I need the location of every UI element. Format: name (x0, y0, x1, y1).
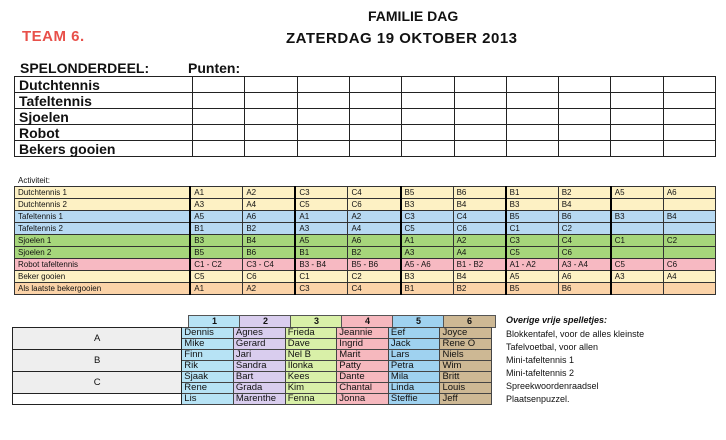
score-cell[interactable] (245, 125, 297, 141)
activity-cell: A4 (243, 199, 296, 211)
activity-row (15, 223, 716, 235)
score-cell[interactable] (454, 109, 506, 125)
participant-name: Rik (182, 361, 234, 372)
other-game-item: Spreekwoordenraadsel (506, 381, 599, 391)
score-cell[interactable] (402, 141, 454, 157)
activity-cell: C4 (348, 283, 401, 295)
participant-name: Rene (182, 383, 234, 394)
score-cell[interactable] (663, 93, 715, 109)
participant-name: Sjaak (182, 372, 234, 383)
activity-cell: A6 (663, 187, 715, 199)
activity-cell: A2 (348, 211, 401, 223)
participant-name: Niels (440, 350, 492, 361)
section-label: SPELONDERDEEL: (20, 60, 150, 76)
activity-cell: C1 - C2 (190, 259, 243, 271)
participant-name: Louis (440, 383, 492, 394)
activity-cell: A1 - A2 (506, 259, 559, 271)
participant-name: Sandra (233, 361, 285, 372)
participant-name: Mike (182, 339, 234, 350)
activity-cell: C5 (190, 271, 243, 283)
activity-cell: A5 - A6 (401, 259, 454, 271)
activity-cell: B2 (348, 247, 401, 259)
activity-row (15, 235, 716, 247)
event-title: FAMILIE DAG (368, 8, 459, 24)
activity-cell: C5 (611, 259, 664, 271)
score-cell[interactable] (559, 93, 611, 109)
team-column-header: 2 (239, 315, 292, 328)
activity-cell: C2 (558, 223, 611, 235)
participant-name: Steffie (388, 394, 440, 405)
activity-name: Tafeltennis 2 (15, 223, 191, 235)
score-cell[interactable] (193, 77, 245, 93)
activity-cell: A4 (453, 247, 506, 259)
team-row (13, 372, 492, 383)
activity-cell: C6 (663, 259, 715, 271)
score-cell[interactable] (663, 77, 715, 93)
score-cell[interactable] (506, 77, 558, 93)
score-row-label: Dutchtennis (15, 77, 193, 93)
other-game-item: Blokkentafel, voor de alles kleinste (506, 329, 645, 339)
activity-cell: C5 (506, 247, 559, 259)
activity-cell: B4 (663, 211, 715, 223)
score-row-label: Robot (15, 125, 193, 141)
activity-cell: C5 (401, 223, 454, 235)
teams-table (12, 327, 492, 405)
team-column-header: 5 (392, 315, 445, 328)
activity-name: Sjoelen 1 (15, 235, 191, 247)
team-row (13, 328, 492, 339)
participant-name: Rene O (440, 339, 492, 350)
activity-row (15, 247, 716, 259)
activity-cell: C6 (453, 223, 506, 235)
score-cell[interactable] (611, 109, 663, 125)
activity-row (15, 283, 716, 295)
other-game-item: Tafelvoetbal, voor allen (506, 342, 599, 352)
activity-cell: A1 (295, 211, 348, 223)
other-game-item: Mini-tafeltennis 1 (506, 355, 575, 365)
activity-cell (663, 247, 715, 259)
score-cell[interactable] (297, 77, 349, 93)
team-column-header: 6 (443, 315, 496, 328)
score-row (15, 125, 716, 141)
score-cell[interactable] (245, 93, 297, 109)
participant-name: Kim (285, 383, 337, 394)
participant-name: Jari (233, 350, 285, 361)
activity-cell: A3 (295, 223, 348, 235)
activity-name: Tafeltennis 1 (15, 211, 191, 223)
group-label: B (13, 350, 182, 372)
activity-cell (611, 223, 664, 235)
activity-cell: C1 (611, 235, 664, 247)
activity-cell: B3 (611, 211, 664, 223)
activity-cell: C2 (348, 271, 401, 283)
score-cell[interactable] (611, 125, 663, 141)
activity-cell: B2 (558, 187, 611, 199)
other-game-item: Plaatsenpuzzel. (506, 394, 570, 404)
score-cell[interactable] (245, 109, 297, 125)
activity-cell (611, 247, 664, 259)
participant-name: Dennis (182, 328, 234, 339)
activity-cell: C5 (295, 199, 348, 211)
activity-name: Robot tafeltennis (15, 259, 191, 271)
score-cell[interactable] (506, 93, 558, 109)
activity-row (15, 271, 716, 283)
activity-cell (663, 199, 715, 211)
activity-cell: B2 (243, 223, 296, 235)
score-cell[interactable] (349, 77, 401, 93)
score-cell[interactable] (297, 141, 349, 157)
participant-name: Patty (337, 361, 389, 372)
activity-cell: B3 - B4 (295, 259, 348, 271)
activity-cell: A5 (295, 235, 348, 247)
activity-cell: B6 (558, 211, 611, 223)
score-cell[interactable] (245, 77, 297, 93)
score-cell[interactable] (611, 77, 663, 93)
activity-cell: A3 - A4 (558, 259, 611, 271)
activity-cell: A1 (190, 187, 243, 199)
activity-cell: A6 (348, 235, 401, 247)
score-cell[interactable] (663, 109, 715, 125)
score-cell[interactable] (559, 109, 611, 125)
activity-cell: B3 (190, 235, 243, 247)
activity-cell: C3 (506, 235, 559, 247)
activity-cell: B1 - B2 (453, 259, 506, 271)
participant-name: Jack (388, 339, 440, 350)
score-cell[interactable] (663, 141, 715, 157)
activities-label: Activiteit: (18, 176, 51, 185)
participant-name: Marenthe (233, 394, 285, 405)
activity-cell: B2 (453, 283, 506, 295)
activity-name: Dutchtennis 2 (15, 199, 191, 211)
activity-cell (611, 283, 664, 295)
participant-name: Grada (233, 383, 285, 394)
score-cell[interactable] (193, 109, 245, 125)
score-cell[interactable] (245, 141, 297, 157)
score-cell[interactable] (559, 141, 611, 157)
participant-name: Jonna (337, 394, 389, 405)
score-cell[interactable] (349, 109, 401, 125)
score-cell[interactable] (349, 125, 401, 141)
score-row (15, 77, 716, 93)
team-title: TEAM 6. (22, 28, 85, 45)
score-cell[interactable] (559, 125, 611, 141)
participant-name: Britt (440, 372, 492, 383)
score-cell[interactable] (402, 125, 454, 141)
score-cell[interactable] (297, 93, 349, 109)
activity-cell: B5 (506, 283, 559, 295)
participant-name: Jeff (440, 394, 492, 405)
points-label: Punten: (188, 60, 241, 76)
participant-name: Ilonka (285, 361, 337, 372)
participant-name: Finn (182, 350, 234, 361)
score-row (15, 93, 716, 109)
event-date: ZATERDAG 19 OKTOBER 2013 (286, 30, 518, 47)
activity-cell: B4 (243, 235, 296, 247)
activity-cell: B6 (453, 187, 506, 199)
activity-cell: B1 (190, 223, 243, 235)
activity-name: Beker gooien (15, 271, 191, 283)
score-cell[interactable] (402, 93, 454, 109)
activity-cell: B5 (401, 187, 454, 199)
activity-cell: B4 (558, 199, 611, 211)
score-cell[interactable] (349, 141, 401, 157)
participant-name: Chantal (337, 383, 389, 394)
activity-row (15, 187, 716, 199)
activity-cell (611, 199, 664, 211)
activity-cell: B4 (453, 271, 506, 283)
score-row-label: Sjoelen (15, 109, 193, 125)
score-cell[interactable] (506, 125, 558, 141)
other-game-item: Mini-tafeltennis 2 (506, 368, 575, 378)
activity-cell: A5 (190, 211, 243, 223)
participant-name: Lis (182, 394, 234, 405)
activity-cell: C4 (558, 235, 611, 247)
activity-cell: B3 (401, 271, 454, 283)
score-cell[interactable] (297, 109, 349, 125)
score-row (15, 109, 716, 125)
activity-cell: C1 (295, 271, 348, 283)
activity-cell: A4 (348, 223, 401, 235)
score-cell[interactable] (611, 141, 663, 157)
activity-cell: A3 (611, 271, 664, 283)
activity-row (15, 211, 716, 223)
participant-name: Dave (285, 339, 337, 350)
score-cell[interactable] (454, 93, 506, 109)
score-cell[interactable] (454, 77, 506, 93)
group-label: C (13, 372, 182, 394)
participant-name: Fenna (285, 394, 337, 405)
score-cell[interactable] (611, 93, 663, 109)
participant-name: Marit (337, 350, 389, 361)
activity-cell: B5 (506, 211, 559, 223)
score-table (14, 76, 716, 157)
participant-name: Linda (388, 383, 440, 394)
score-row-label: Bekers gooien (15, 141, 193, 157)
activity-cell: B6 (558, 283, 611, 295)
activity-cell: C3 (295, 187, 348, 199)
activity-cell: A2 (243, 283, 296, 295)
group-label: A (13, 328, 182, 350)
activity-name: Als laatste bekergooien (15, 283, 191, 295)
participant-name: Gerard (233, 339, 285, 350)
team-row (13, 350, 492, 361)
participant-name: Lars (388, 350, 440, 361)
participant-name: Petra (388, 361, 440, 372)
participant-name: Joyce (440, 328, 492, 339)
activity-cell: C6 (348, 199, 401, 211)
activity-cell (663, 223, 715, 235)
activity-cell: C6 (243, 271, 296, 283)
score-row (15, 141, 716, 157)
group-label (13, 394, 182, 405)
activity-cell: A4 (663, 271, 715, 283)
activity-cell: C6 (558, 247, 611, 259)
activity-cell: C1 (506, 223, 559, 235)
score-cell[interactable] (663, 125, 715, 141)
activity-cell: A2 (243, 187, 296, 199)
participant-name: Mila (388, 372, 440, 383)
score-cell[interactable] (559, 77, 611, 93)
activity-cell: B4 (453, 199, 506, 211)
activity-cell: C3 (295, 283, 348, 295)
activity-cell: A5 (506, 271, 559, 283)
activity-schedule-table (14, 186, 716, 295)
activity-cell: C4 (348, 187, 401, 199)
activity-cell: C2 (663, 235, 715, 247)
other-games-title: Overige vrije spelletjes: (506, 315, 608, 325)
participant-name: Nel B (285, 350, 337, 361)
participant-name: Frieda (285, 328, 337, 339)
team-column-header: 4 (341, 315, 394, 328)
score-cell[interactable] (402, 77, 454, 93)
activity-cell: B1 (295, 247, 348, 259)
score-cell[interactable] (349, 93, 401, 109)
activity-cell: A3 (190, 199, 243, 211)
team-column-header: 1 (188, 315, 241, 328)
activity-cell: A3 (401, 247, 454, 259)
activity-cell: B3 (506, 199, 559, 211)
score-row-label: Tafeltennis (15, 93, 193, 109)
participant-name: Wim (440, 361, 492, 372)
participant-name: Ingrid (337, 339, 389, 350)
team-row (13, 394, 492, 405)
participant-name: Kees (285, 372, 337, 383)
activity-row (15, 259, 716, 271)
score-cell[interactable] (454, 141, 506, 157)
activity-cell: A5 (611, 187, 664, 199)
activity-cell: B1 (401, 283, 454, 295)
participant-name: Bart (233, 372, 285, 383)
activity-name: Sjoelen 2 (15, 247, 191, 259)
score-cell[interactable] (193, 125, 245, 141)
team-column-header: 3 (290, 315, 343, 328)
score-cell[interactable] (506, 109, 558, 125)
activity-cell: A6 (243, 211, 296, 223)
activity-cell: B5 (190, 247, 243, 259)
activity-cell: A6 (558, 271, 611, 283)
other-games (506, 315, 644, 406)
activity-cell: A1 (190, 283, 243, 295)
participant-name: Dante (337, 372, 389, 383)
activity-cell: B3 (401, 199, 454, 211)
participant-name: Jeannie (337, 328, 389, 339)
activity-cell: B5 - B6 (348, 259, 401, 271)
score-cell[interactable] (193, 141, 245, 157)
activity-cell: A2 (453, 235, 506, 247)
participant-name: Eef (388, 328, 440, 339)
activity-cell: C3 - C4 (243, 259, 296, 271)
activity-cell: B1 (506, 187, 559, 199)
score-cell[interactable] (297, 125, 349, 141)
activity-name: Dutchtennis 1 (15, 187, 191, 199)
score-cell[interactable] (402, 109, 454, 125)
activity-row (15, 199, 716, 211)
score-cell[interactable] (506, 141, 558, 157)
activity-cell: C3 (401, 211, 454, 223)
activity-cell: A1 (401, 235, 454, 247)
score-cell[interactable] (454, 125, 506, 141)
activity-cell: B6 (243, 247, 296, 259)
score-cell[interactable] (193, 93, 245, 109)
activity-cell (663, 283, 715, 295)
activity-cell: C4 (453, 211, 506, 223)
participant-name: Agnes (233, 328, 285, 339)
